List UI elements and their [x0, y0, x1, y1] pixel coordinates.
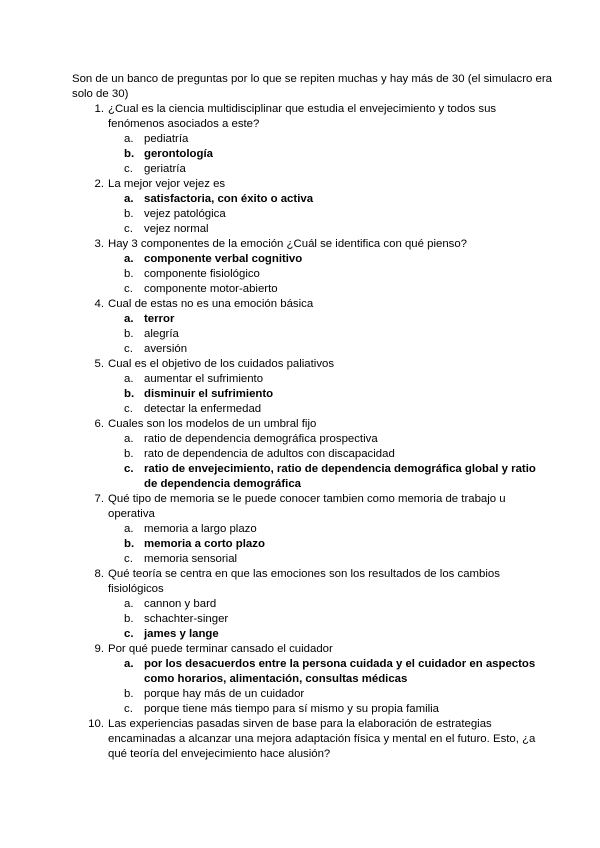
option-text: cannon y bard: [144, 598, 217, 610]
correct-option: [0, 462, 600, 492]
option-letter: c.: [124, 553, 133, 565]
option-letter: c.: [124, 163, 133, 175]
option-list: [0, 372, 600, 417]
question-item: [0, 492, 600, 567]
option-text: componente fisiológico: [144, 268, 260, 280]
option-letter: a.: [124, 193, 134, 205]
correct-option: [0, 147, 600, 162]
question-number: 4.: [94, 298, 104, 310]
option-item: [0, 207, 600, 222]
option-letter: a.: [124, 253, 134, 265]
option-text: memoria a largo plazo: [144, 523, 257, 535]
option-item: [0, 447, 600, 462]
question-number: 10.: [88, 718, 104, 730]
question-number: 3.: [94, 238, 104, 250]
option-letter: b.: [124, 613, 134, 625]
option-text: vejez patológica: [144, 208, 226, 220]
option-text: geriatría: [144, 163, 186, 175]
option-item: [0, 327, 600, 342]
option-text: pediatría: [144, 133, 189, 145]
option-text: componente verbal cognitivo: [144, 253, 303, 265]
option-list: [0, 312, 600, 357]
option-text: satisfactoria, con éxito o activa: [144, 193, 314, 205]
option-item: [0, 282, 600, 297]
question-number: 7.: [94, 493, 104, 505]
option-letter: a.: [124, 433, 134, 445]
question-text: Qué teoría se centra en que las emociones son los resultados de los cambios fisiológicos: [108, 568, 500, 595]
option-text: detectar la enfermedad: [144, 403, 262, 415]
option-list: [0, 597, 600, 642]
question-number: 8.: [94, 568, 104, 580]
question-text: Cual de estas no es una emoción básica: [108, 298, 314, 310]
question-number: 5.: [94, 358, 104, 370]
question-text: Qué tipo de memoria se le puede conocer tambien como memoria de trabajo u operativa: [108, 493, 506, 520]
question-number: 1.: [94, 103, 104, 115]
option-text: ratio de envejecimiento, ratio de dependencia demográfica global y ratio de dependencia demográfica: [144, 463, 536, 490]
correct-option: [0, 312, 600, 327]
correct-option: [0, 387, 600, 402]
option-letter: c.: [124, 403, 133, 415]
question-text: La mejor vejor vejez es: [108, 178, 226, 190]
option-list: [0, 132, 600, 177]
option-text: disminuir el sufrimiento: [144, 388, 274, 400]
question-number: 6.: [94, 418, 104, 430]
correct-option: [0, 627, 600, 642]
option-text: gerontología: [144, 148, 213, 160]
option-item: [0, 552, 600, 567]
option-text: porque tiene más tiempo para sí mismo y su propia familia: [144, 703, 440, 715]
option-text: aversión: [144, 343, 188, 355]
option-letter: a.: [124, 598, 134, 610]
correct-option: [0, 252, 600, 267]
question-item: [0, 567, 600, 642]
option-list: [0, 252, 600, 297]
option-item: [0, 342, 600, 357]
question-item: [0, 237, 600, 297]
option-letter: a.: [124, 523, 134, 535]
option-letter: c.: [124, 703, 133, 715]
option-letter: b.: [124, 538, 135, 550]
option-letter: b.: [124, 148, 135, 160]
option-item: [0, 702, 600, 717]
option-letter: a.: [124, 373, 134, 385]
question-item: [0, 717, 600, 762]
option-list: [0, 657, 600, 717]
question-text: Cual es el objetivo de los cuidados paliativos: [108, 358, 335, 370]
option-item: [0, 162, 600, 177]
option-item: [0, 222, 600, 237]
option-letter: a.: [124, 313, 134, 325]
option-letter: b.: [124, 268, 134, 280]
question-item: [0, 102, 600, 177]
option-item: [0, 132, 600, 147]
question-item: [0, 177, 600, 237]
option-item: [0, 687, 600, 702]
correct-option: [0, 657, 600, 687]
question-number: 2.: [94, 178, 104, 190]
option-text: terror: [144, 313, 175, 325]
question-text: Las experiencias pasadas sirven de base para la elaboración de estrategias encaminadas a alcanzar una mejora adaptación física y mental en el futuro. Esto, ¿a qué teoría del envejecimiento hace alusión?: [108, 718, 536, 760]
question-item: [0, 357, 600, 417]
option-letter: a.: [124, 133, 134, 145]
option-item: [0, 372, 600, 387]
option-letter: c.: [124, 283, 133, 295]
option-text: memoria sensorial: [144, 553, 238, 565]
option-text: ratio de dependencia demográfica prospectiva: [144, 433, 378, 445]
question-item: [0, 297, 600, 357]
option-letter: b.: [124, 328, 134, 340]
option-text: alegría: [144, 328, 179, 340]
question-text: ¿Cual es la ciencia multidisciplinar que estudia el envejecimiento y todos sus fenómenos asociados a este?: [108, 103, 497, 130]
correct-option: [0, 192, 600, 207]
option-letter: c.: [124, 223, 133, 235]
correct-option: [0, 537, 600, 552]
option-text: vejez normal: [144, 223, 209, 235]
option-text: memoria a corto plazo: [144, 538, 265, 550]
option-letter: c.: [124, 343, 133, 355]
intro-paragraph: Son de un banco de preguntas por lo que se repiten muchas y hay más de 30 (el simulacro era solo de 30): [72, 73, 552, 100]
option-item: [0, 267, 600, 282]
option-text: rato de dependencia de adultos con discapacidad: [144, 448, 395, 460]
option-letter: b.: [124, 688, 134, 700]
option-letter: a.: [124, 658, 134, 670]
option-text: james y lange: [144, 628, 219, 640]
option-text: aumentar el sufrimiento: [144, 373, 264, 385]
question-list: [0, 102, 600, 762]
question-text: Cuales son los modelos de un umbral fijo: [108, 418, 317, 430]
option-item: [0, 432, 600, 447]
option-text: por los desacuerdos entre la persona cuidada y el cuidador en aspectos como horarios, alimentación, consultas médicas: [144, 658, 536, 685]
option-item: [0, 612, 600, 627]
option-letter: c.: [124, 628, 134, 640]
option-letter: c.: [124, 463, 134, 475]
option-letter: b.: [124, 448, 134, 460]
option-list: [0, 522, 600, 567]
option-list: [0, 432, 600, 492]
option-letter: b.: [124, 208, 134, 220]
option-text: porque hay más de un cuidador: [144, 688, 305, 700]
option-item: [0, 522, 600, 537]
question-text: Hay 3 componentes de la emoción ¿Cuál se identifica con qué pienso?: [108, 238, 468, 250]
option-list: [0, 192, 600, 237]
option-letter: b.: [124, 388, 135, 400]
question-number: 9.: [94, 643, 104, 655]
option-text: componente motor-abierto: [144, 283, 278, 295]
option-item: [0, 597, 600, 612]
question-item: [0, 417, 600, 492]
question-item: [0, 642, 600, 717]
question-text: Por qué puede terminar cansado el cuidador: [108, 643, 333, 655]
option-text: schachter-singer: [144, 613, 229, 625]
option-item: [0, 402, 600, 417]
